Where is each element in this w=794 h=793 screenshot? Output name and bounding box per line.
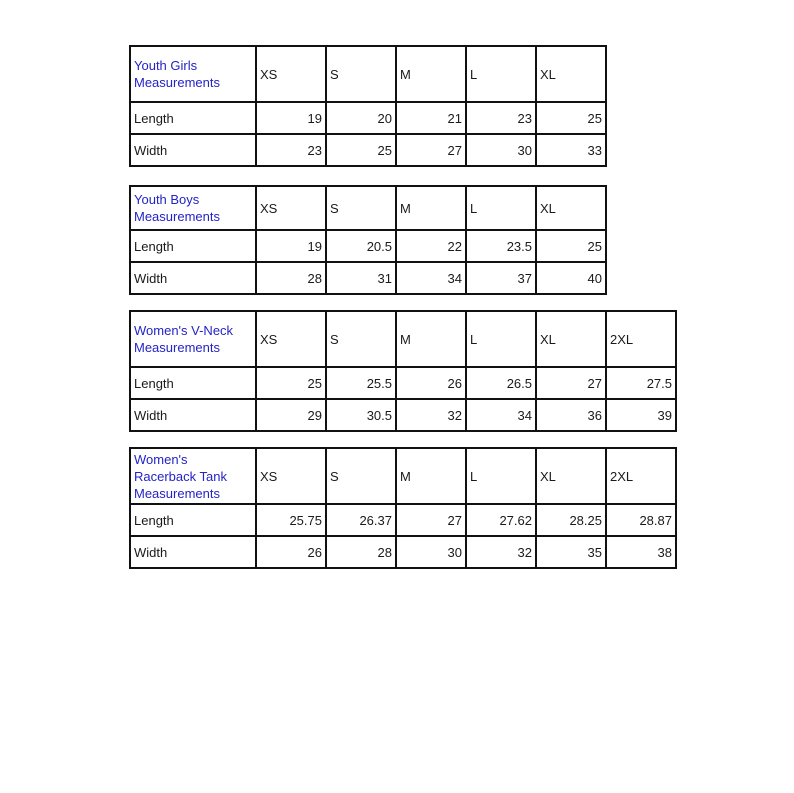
table-row	[130, 536, 676, 568]
cell-value: 27	[536, 367, 606, 399]
size-header: 2XL	[606, 448, 676, 504]
cell-value: 39	[606, 399, 676, 431]
womens-v-neck-table	[129, 310, 677, 432]
cell-value: 34	[396, 262, 466, 294]
size-header: XS	[256, 186, 326, 230]
cell-value: 26	[256, 536, 326, 568]
size-header: XL	[536, 448, 606, 504]
cell-value: 31	[326, 262, 396, 294]
size-header: L	[466, 448, 536, 504]
table-header-row	[130, 311, 676, 367]
table-row	[130, 102, 606, 134]
cell-value: 25	[536, 102, 606, 134]
row-label: Length	[130, 367, 256, 399]
cell-value: 30.5	[326, 399, 396, 431]
size-header: S	[326, 186, 396, 230]
size-header: XS	[256, 46, 326, 102]
row-label: Length	[130, 504, 256, 536]
size-header: XS	[256, 448, 326, 504]
cell-value: 32	[466, 536, 536, 568]
cell-value: 28.25	[536, 504, 606, 536]
cell-value: 33	[536, 134, 606, 166]
youth-boys-table	[129, 185, 607, 295]
cell-value: 30	[396, 536, 466, 568]
cell-value: 22	[396, 230, 466, 262]
cell-value: 25	[256, 367, 326, 399]
size-header: M	[396, 311, 466, 367]
row-label: Width	[130, 536, 256, 568]
cell-value: 29	[256, 399, 326, 431]
youth-girls-table	[129, 45, 607, 167]
cell-value: 27	[396, 504, 466, 536]
cell-value: 25.5	[326, 367, 396, 399]
womens-racerback-tank-table	[129, 447, 677, 569]
cell-value: 32	[396, 399, 466, 431]
cell-value: 25	[326, 134, 396, 166]
row-label: Length	[130, 230, 256, 262]
table-header-row	[130, 448, 676, 504]
size-header: XL	[536, 186, 606, 230]
size-header: M	[396, 448, 466, 504]
table-row	[130, 230, 606, 262]
cell-value: 25	[536, 230, 606, 262]
cell-value: 23	[256, 134, 326, 166]
table-header-row	[130, 186, 606, 230]
row-label: Length	[130, 102, 256, 134]
size-header: S	[326, 46, 396, 102]
cell-value: 26	[396, 367, 466, 399]
cell-value: 28	[256, 262, 326, 294]
cell-value: 25.75	[256, 504, 326, 536]
size-header: M	[396, 186, 466, 230]
cell-value: 28.87	[606, 504, 676, 536]
cell-value: 36	[536, 399, 606, 431]
size-header: L	[466, 186, 536, 230]
size-header: XS	[256, 311, 326, 367]
size-header: 2XL	[606, 311, 676, 367]
table-title: Women's Racerback Tank Measurements	[130, 448, 256, 504]
size-header: L	[466, 311, 536, 367]
row-label: Width	[130, 134, 256, 166]
cell-value: 19	[256, 102, 326, 134]
cell-value: 37	[466, 262, 536, 294]
cell-value: 30	[466, 134, 536, 166]
table-title: Women's V-Neck Measurements	[130, 311, 256, 367]
size-header: XL	[536, 46, 606, 102]
table-row	[130, 262, 606, 294]
size-header: S	[326, 448, 396, 504]
cell-value: 34	[466, 399, 536, 431]
cell-value: 20.5	[326, 230, 396, 262]
cell-value: 21	[396, 102, 466, 134]
row-label: Width	[130, 262, 256, 294]
table-row	[130, 504, 676, 536]
size-header: M	[396, 46, 466, 102]
table-row	[130, 367, 676, 399]
cell-value: 27	[396, 134, 466, 166]
size-header: L	[466, 46, 536, 102]
cell-value: 28	[326, 536, 396, 568]
size-header: XL	[536, 311, 606, 367]
table-row	[130, 399, 676, 431]
cell-value: 35	[536, 536, 606, 568]
cell-value: 27.62	[466, 504, 536, 536]
cell-value: 20	[326, 102, 396, 134]
table-row	[130, 134, 606, 166]
table-title: Youth Girls Measurements	[130, 46, 256, 102]
size-header: S	[326, 311, 396, 367]
cell-value: 23.5	[466, 230, 536, 262]
cell-value: 23	[466, 102, 536, 134]
cell-value: 26.37	[326, 504, 396, 536]
table-header-row	[130, 46, 606, 102]
cell-value: 19	[256, 230, 326, 262]
cell-value: 38	[606, 536, 676, 568]
table-title: Youth Boys Measurements	[130, 186, 256, 230]
cell-value: 27.5	[606, 367, 676, 399]
cell-value: 26.5	[466, 367, 536, 399]
cell-value: 40	[536, 262, 606, 294]
row-label: Width	[130, 399, 256, 431]
